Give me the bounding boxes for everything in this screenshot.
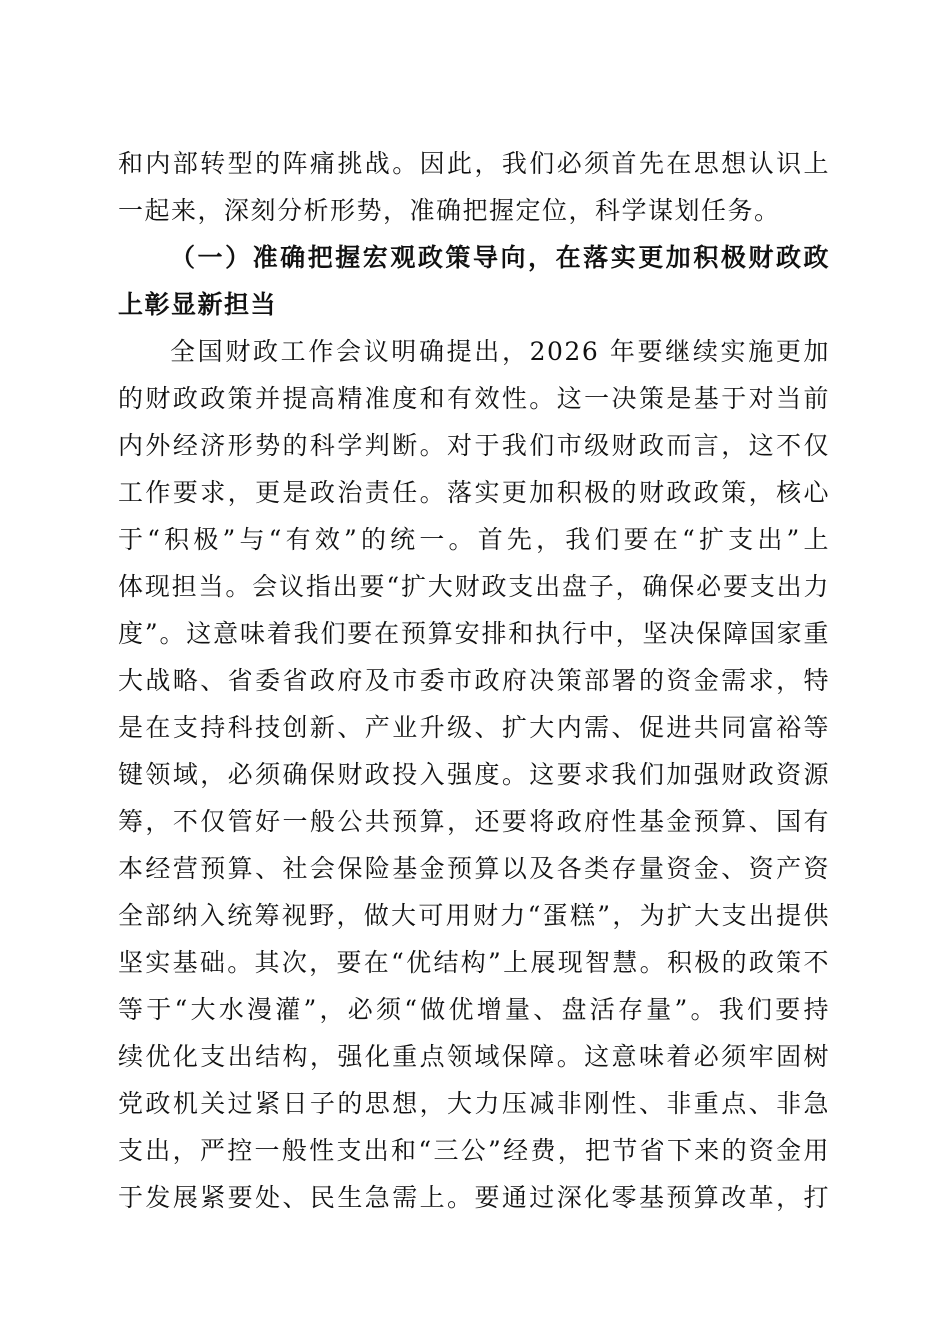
- heading-line: 上彰显新担当: [118, 290, 278, 319]
- text-line: 内外经济形势的科学判断。对于我们市级财政而言，这不仅: [118, 431, 830, 460]
- text-line: 本经营预算、社会保险基金预算以及各类存量资金、资产资: [118, 854, 830, 883]
- text-line: 于“积极”与“有效”的统一。首先，我们要在“扩支出”上: [118, 525, 830, 554]
- section-heading: [118, 234, 830, 328]
- text-line: 等于“大水漫灌”，必须“做优增量、盘活存量”。我们要持: [118, 995, 830, 1024]
- text-line: 度”。这意味着我们要在预算安排和执行中，坚决保障国家重: [118, 619, 830, 648]
- text-line: 坚实基础。其次，要在“优结构”上展现智慧。积极的政策不: [118, 948, 830, 977]
- text-line: 全国财政工作会议明确提出，2026 年要继续实施更加: [170, 337, 830, 366]
- text-line: 支出，严控一般性支出和“三公”经费，把节省下来的资金用: [118, 1136, 830, 1165]
- text-line: 体现担当。会议指出要“扩大财政支出盘子，确保必要支出力: [118, 572, 830, 601]
- paragraph-continuation: [118, 140, 830, 234]
- text-line: 是在支持科技创新、产业升级、扩大内需、促进共同富裕等: [118, 713, 830, 742]
- text-line: 一起来，深刻分析形势，准确把握定位，科学谋划任务。: [118, 196, 781, 225]
- heading-line: （一）准确把握宏观政策导向，在落实更加积极财政政: [170, 243, 830, 272]
- text-line: 大战略、省委省政府及市委市政府决策部署的资金需求，特: [118, 666, 830, 695]
- text-line: 和内部转型的阵痛挑战。因此，我们必须首先在思想认识上: [118, 149, 830, 178]
- document-body: [118, 140, 830, 1221]
- text-line: 的财政政策并提高精准度和有效性。这一决策是基于对当前: [118, 384, 830, 413]
- text-line: 党政机关过紧日子的思想，大力压减非刚性、非重点、非急: [118, 1089, 830, 1118]
- text-line: 工作要求，更是政治责任。落实更加积极的财政政策，核心: [118, 478, 830, 507]
- text-line: 筹，不仅管好一般公共预算，还要将政府性基金预算、国有: [118, 807, 830, 836]
- text-line: 键领域，必须确保财政投入强度。这要求我们加强财政资源: [118, 760, 830, 789]
- body-paragraph: [118, 328, 830, 1221]
- text-line: 续优化支出结构，强化重点领域保障。这意味着必须牢固树: [118, 1042, 830, 1071]
- text-line: 于发展紧要处、民生急需上。要通过深化零基预算改革，打: [118, 1183, 830, 1212]
- text-line: 全部纳入统筹视野，做大可用财力“蛋糕”，为扩大支出提供: [118, 901, 830, 930]
